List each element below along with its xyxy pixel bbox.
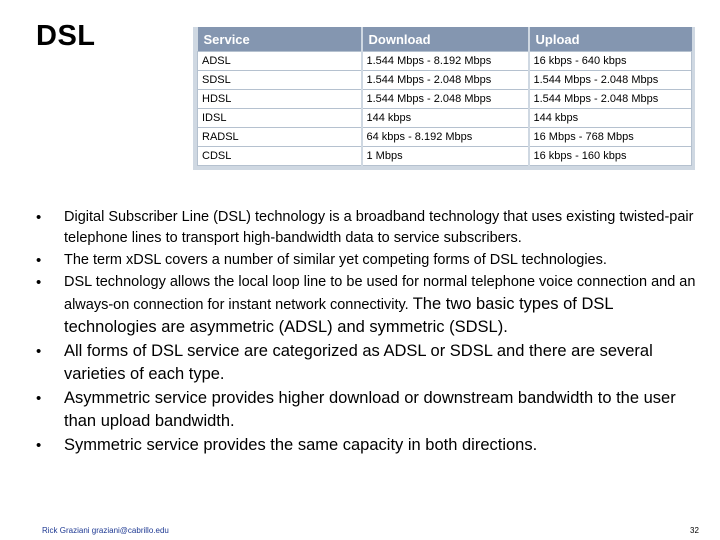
- table-row: [198, 71, 692, 90]
- cell-service: HDSL: [198, 90, 362, 109]
- bullet-icon: •: [36, 390, 42, 407]
- list-item: [36, 272, 696, 339]
- table-row: [198, 90, 692, 109]
- table-row: [198, 109, 692, 128]
- bullet-text: Digital Subscriber Line (DSL) technology is a broadband technology that uses existing twisted-pair telephone lines to transport high-bandwidth data to service subscribers.: [64, 209, 694, 246]
- cell-service: RADSL: [198, 128, 362, 147]
- bullet-icon: •: [36, 437, 42, 454]
- dsl-table: [197, 27, 692, 166]
- cell-service: CDSL: [198, 147, 362, 166]
- table-row: [198, 128, 692, 147]
- cell-download: 1 Mbps: [362, 147, 529, 166]
- page-number: 32: [690, 526, 699, 535]
- cell-download: 1.544 Mbps - 2.048 Mbps: [362, 71, 529, 90]
- cell-upload: 16 Mbps - 768 Mbps: [529, 128, 692, 147]
- bullet-icon: •: [36, 252, 42, 269]
- slide-title: DSL: [36, 20, 96, 52]
- header-service: Service: [198, 27, 362, 52]
- cell-upload: 144 kbps: [529, 109, 692, 128]
- cell-upload: 16 kbps - 160 kbps: [529, 147, 692, 166]
- list-item: [36, 387, 696, 433]
- cell-service: SDSL: [198, 71, 362, 90]
- list-item: [36, 207, 696, 249]
- table-header-row: [198, 27, 692, 52]
- cell-upload: 16 kbps - 640 kbps: [529, 52, 692, 71]
- list-item: [36, 340, 696, 386]
- bullet-text: The term xDSL covers a number of similar yet competing forms of DSL technologies.: [64, 252, 607, 268]
- bullet-text: DSL technology allows the local loop line to be used for normal telephone voice connection and an always-on connection for instant network connectivity.: [64, 274, 696, 313]
- cell-service: IDSL: [198, 109, 362, 128]
- bullet-text: All forms of DSL service are categorized as ADSL or SDSL and there are several varieties of each type.: [64, 342, 653, 383]
- header-download: Download: [362, 27, 529, 52]
- bullet-list: [36, 207, 696, 458]
- list-item: [36, 434, 696, 457]
- bullet-text: Asymmetric service provides higher download or downstream bandwidth to the user than upload bandwidth.: [64, 389, 676, 430]
- header-upload: Upload: [529, 27, 692, 52]
- cell-download: 1.544 Mbps - 2.048 Mbps: [362, 90, 529, 109]
- list-item: [36, 250, 696, 271]
- bullet-icon: •: [36, 343, 42, 360]
- cell-download: 144 kbps: [362, 109, 529, 128]
- bullet-icon: •: [36, 209, 42, 226]
- bullet-continuation-text: The two basic types of DSL technologies are asymmetric (ADSL) and symmetric (SDSL).: [64, 295, 613, 336]
- table-row: [198, 52, 692, 71]
- dsl-comparison-table: [193, 27, 695, 170]
- footer-credit: Rick Graziani graziani@cabrillo.edu: [42, 526, 169, 535]
- bullet-text: Symmetric service provides the same capacity in both directions.: [64, 436, 538, 454]
- cell-service: ADSL: [198, 52, 362, 71]
- table-row: [198, 147, 692, 166]
- cell-upload: 1.544 Mbps - 2.048 Mbps: [529, 71, 692, 90]
- cell-upload: 1.544 Mbps - 2.048 Mbps: [529, 90, 692, 109]
- cell-download: 64 kbps - 8.192 Mbps: [362, 128, 529, 147]
- cell-download: 1.544 Mbps - 8.192 Mbps: [362, 52, 529, 71]
- bullet-icon: •: [36, 274, 42, 291]
